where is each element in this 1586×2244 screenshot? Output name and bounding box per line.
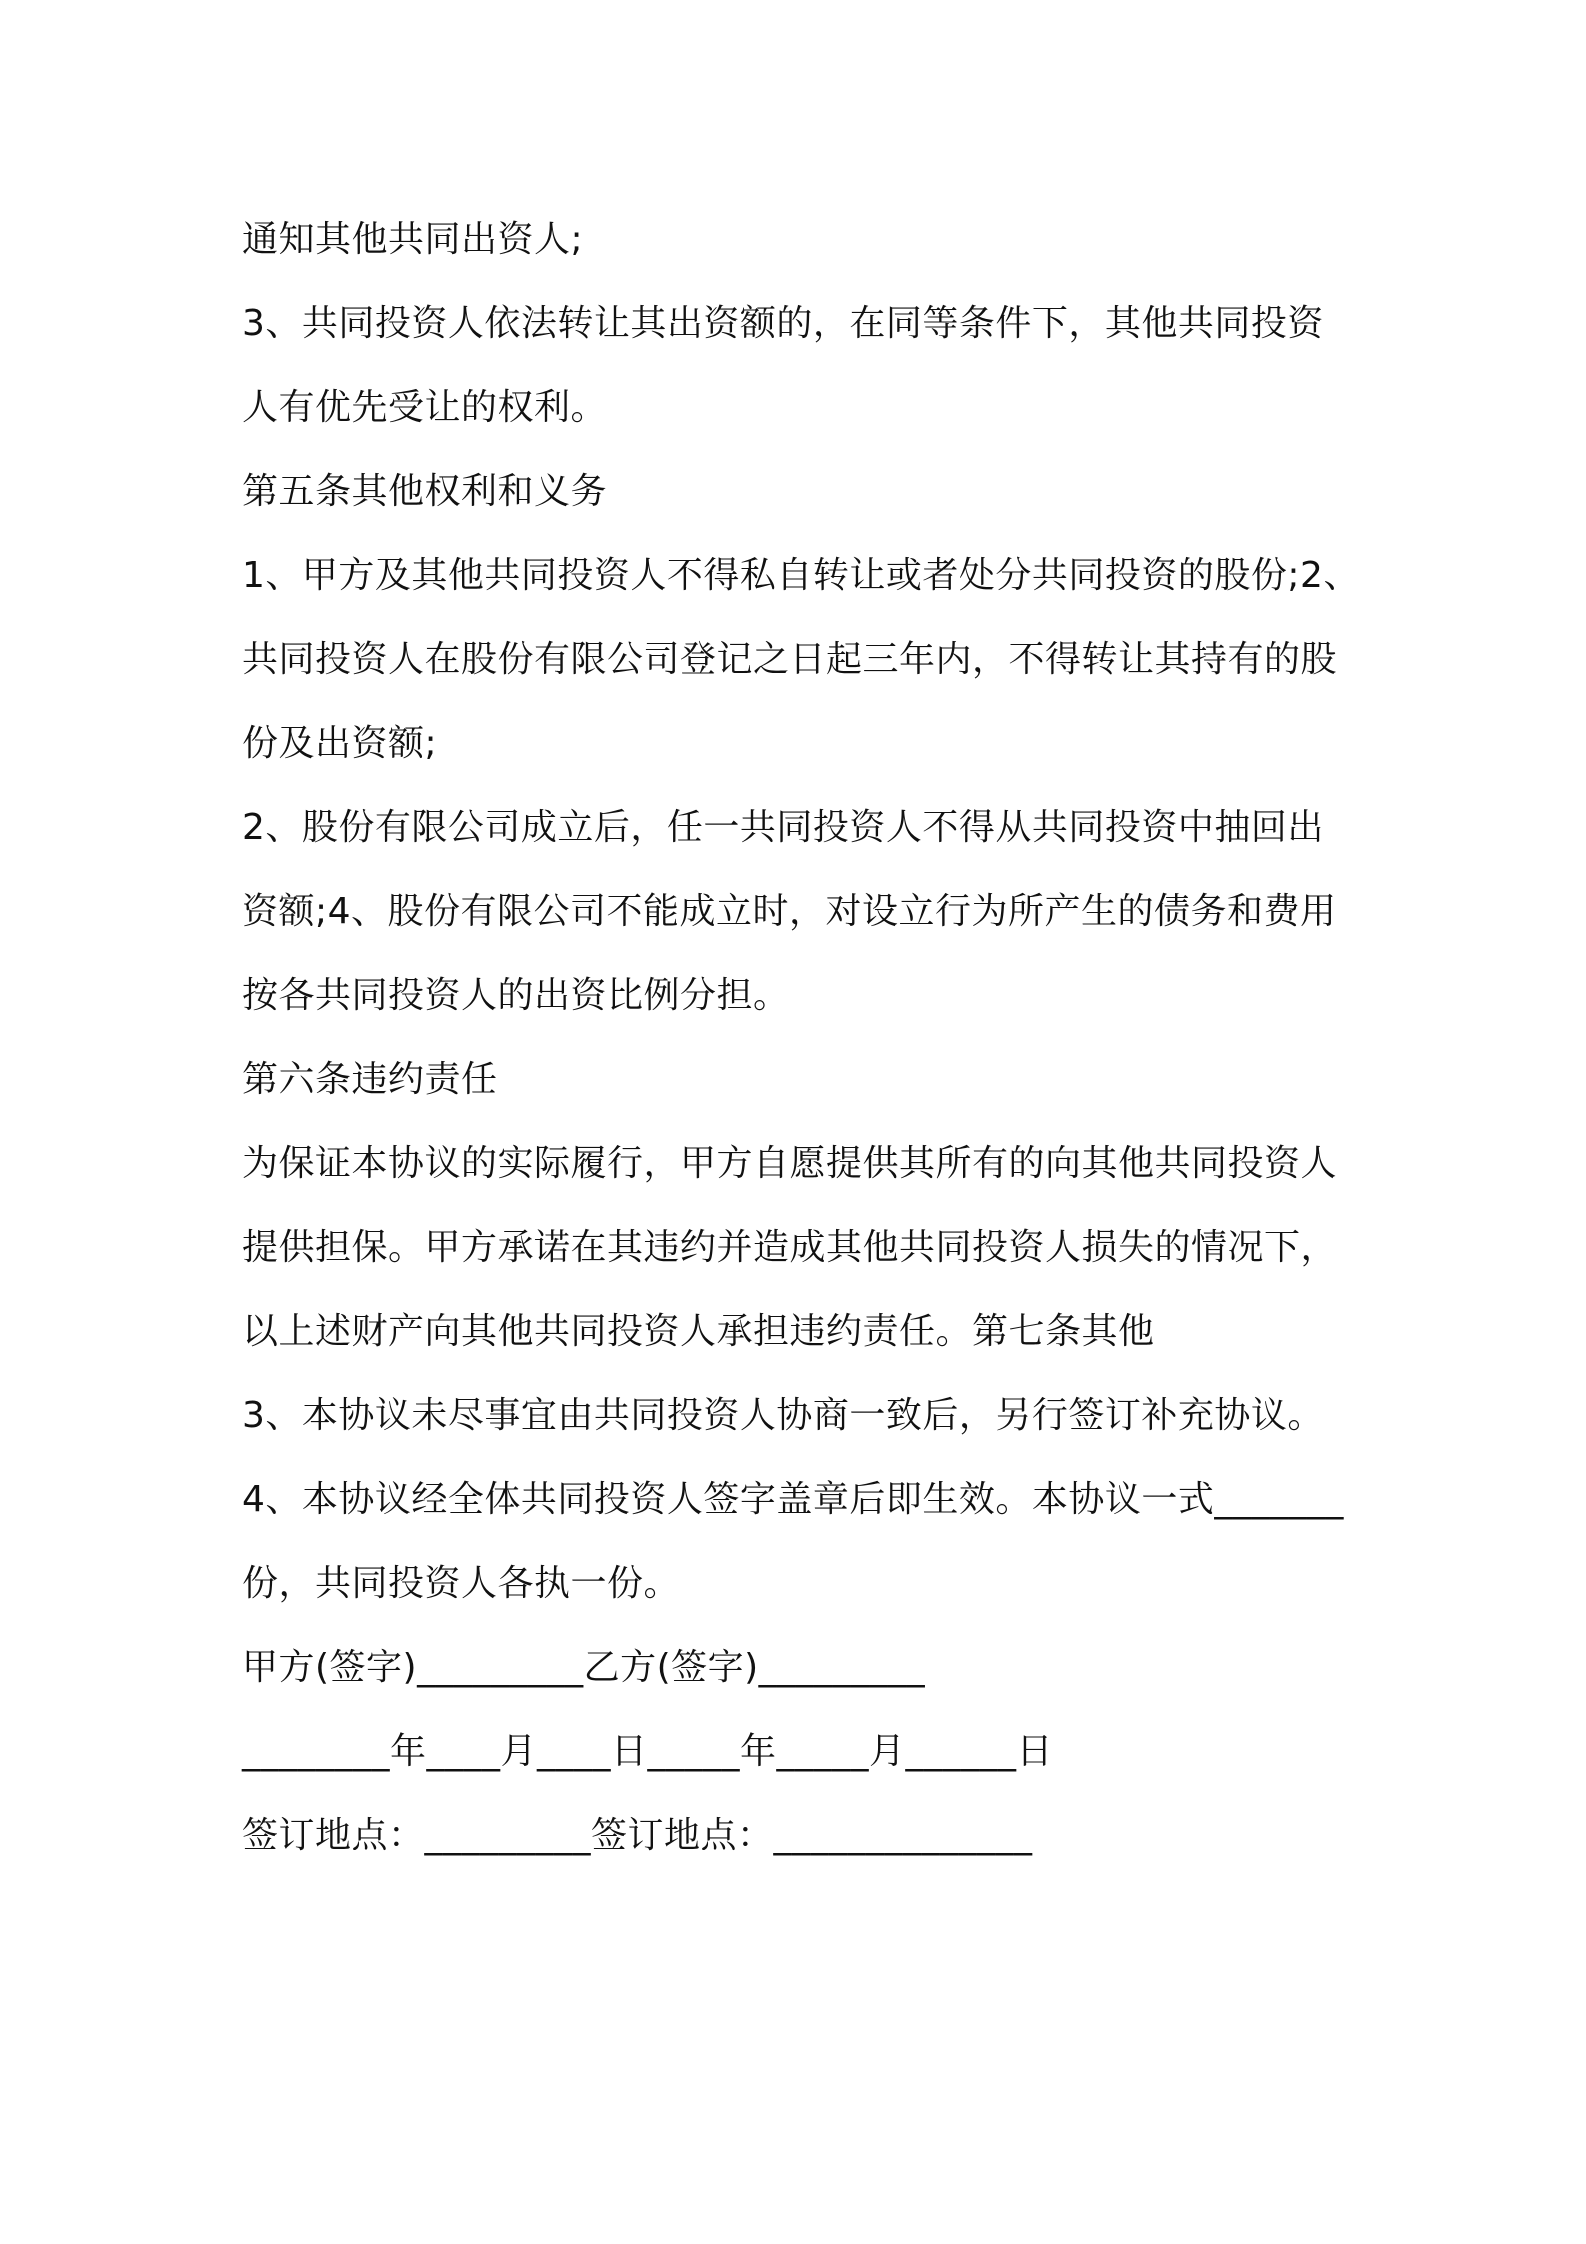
text-line-8: 2、股份有限公司成立后，任一共同投资人不得从共同投资中抽回出 (242, 807, 1324, 848)
section-heading-article-5: 第五条其他权利和义务 (242, 471, 608, 512)
text-line-13: 提供担保。甲方承诺在其违约并造成其他共同投资人损失的情况下， (242, 1227, 1338, 1268)
text-line-1: 通知其他共同出资人; (242, 219, 584, 260)
date-line: ________年____月____日_____年_____月______日 (242, 1731, 1053, 1772)
signature-line: 甲方(签字)_________乙方(签字)_________ (242, 1647, 926, 1688)
document-body (242, 198, 1362, 1878)
text-line-15: 3、本协议未尽事宜由共同投资人协商一致后，另行签订补充协议。 (242, 1395, 1324, 1436)
text-line-3: 人有优先受让的权利。 (242, 387, 608, 428)
text-line-6: 共同投资人在股份有限公司登记之日起三年内，不得转让其持有的股 (242, 639, 1338, 680)
text-line-9: 资额;4、股份有限公司不能成立时，对设立行为所产生的债务和费用 (242, 891, 1337, 932)
text-line-7: 份及出资额; (242, 723, 438, 764)
text-line-10: 按各共同投资人的出资比例分担。 (242, 975, 790, 1016)
section-heading-article-6: 第六条违约责任 (242, 1059, 498, 1100)
text-line-12: 为保证本协议的实际履行，甲方自愿提供其所有的向其他共同投资人 (242, 1143, 1338, 1184)
signing-location-line: 签订地点：_________签订地点：______________ (242, 1815, 1033, 1856)
text-line-17: 份，共同投资人各执一份。 (242, 1563, 681, 1604)
text-line-16: 4、本协议经全体共同投资人签字盖章后即生效。本协议一式_______ (242, 1479, 1344, 1520)
text-line-14: 以上述财产向其他共同投资人承担违约责任。第七条其他 (242, 1311, 1155, 1352)
text-line-5: 1、甲方及其他共同投资人不得私自转让或者处分共同投资的股份;2、 (242, 555, 1360, 596)
text-line-2: 3、共同投资人依法转让其出资额的，在同等条件下，其他共同投资 (242, 303, 1324, 344)
